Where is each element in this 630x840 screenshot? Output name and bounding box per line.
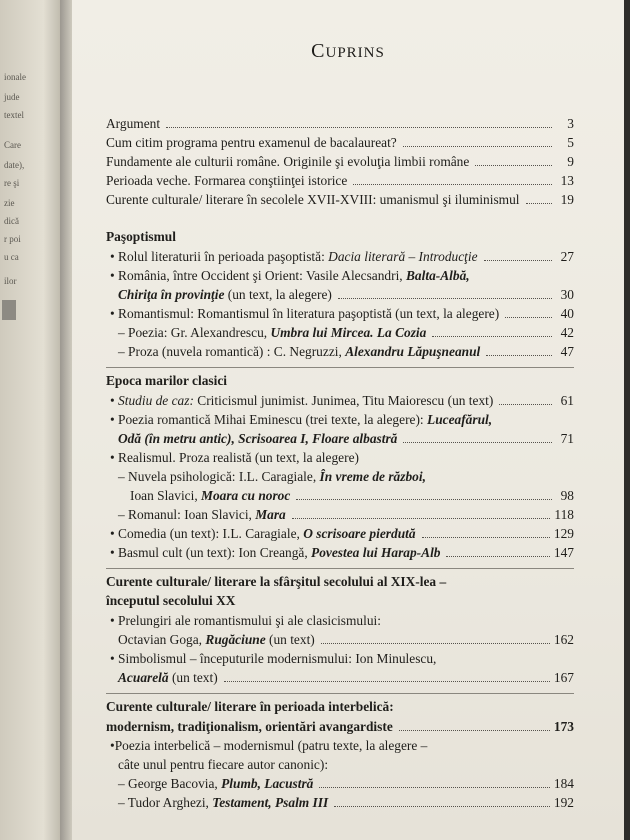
- page-number: 3: [567, 116, 574, 131]
- toc-entry-continued[interactable]: Chiriţa în provinţie (un text, la alegere) 30: [118, 287, 574, 302]
- page-number: 61: [560, 393, 574, 408]
- toc-entry[interactable]: – Nuvela psihologică: I.L. Caragiale, În vreme de război,: [118, 469, 426, 484]
- section-heading: Epoca marilor clasici: [106, 373, 227, 388]
- toc-entry-continued[interactable]: câte unul pentru fiecare autor canonic):: [118, 757, 329, 772]
- toc-entry[interactable]: – George Bacovia, Plumb, Lacustră 184: [118, 776, 574, 791]
- toc-entry-continued[interactable]: Octavian Goga, Rugăciune (un text) 162: [118, 632, 574, 647]
- toc-entry[interactable]: – Poezia: Gr. Alexandrescu, Umbra lui Mircea. La Cozia 42: [118, 325, 574, 340]
- toc-entry[interactable]: – Proza (nuvela romantică) : C. Negruzzi, Alexandru Lăpuşneanul 47: [118, 344, 574, 359]
- page-number: 9: [567, 154, 574, 169]
- toc-entry[interactable]: Curente culturale/ literare în secolele XVII-XVIII: umanismul şi iluminismul 19: [106, 192, 574, 207]
- toc-entry[interactable]: modernism, tradiţionalism, orientări avangardiste 173: [106, 719, 574, 734]
- page-number: 71: [560, 431, 574, 446]
- facing-page-text: dică: [4, 216, 19, 226]
- facing-page-text: jude: [4, 92, 20, 102]
- right-background: [624, 0, 630, 840]
- page-number: 40: [560, 306, 574, 321]
- facing-page-text: ionale: [4, 72, 26, 82]
- toc-entry[interactable]: Perioada veche. Formarea conştiinţei istorice 13: [106, 173, 574, 188]
- toc-entry[interactable]: • Basmul cult (un text): Ion Creangă, Povestea lui Harap-Alb 147: [110, 545, 574, 560]
- page-number: 162: [553, 632, 574, 647]
- page-number: 129: [553, 526, 574, 541]
- toc-entry[interactable]: • Poezia romantică Mihai Eminescu (trei texte, la alegere): Luceafărul,: [110, 412, 493, 427]
- page-number: 98: [560, 488, 574, 503]
- toc-entry[interactable]: Cum citim programa pentru examenul de bacalaureat? 5: [106, 135, 574, 150]
- toc-entry-continued[interactable]: Acuarelă (un text) 167: [118, 670, 574, 685]
- facing-page-edge: [0, 0, 62, 840]
- page-number: 47: [560, 344, 574, 359]
- toc-entry[interactable]: • Realismul. Proza realistă (un text, la alegere): [110, 450, 359, 465]
- section-heading: începutul secolului XX: [106, 593, 236, 608]
- facing-page-text: Care: [4, 140, 21, 150]
- table-of-contents: [106, 114, 574, 812]
- facing-page-text: ilor: [4, 276, 17, 286]
- page-number: 118: [554, 507, 574, 522]
- facing-page-text: date),: [4, 160, 25, 170]
- toc-entry[interactable]: Fundamente ale culturii române. Originile şi evoluţia limbii române 9: [106, 154, 574, 169]
- toc-entry[interactable]: • Comedia (un text): I.L. Caragiale, O scrisoare pierdută 129: [110, 526, 574, 541]
- section-divider: [106, 367, 574, 368]
- page-number: 173: [553, 719, 574, 734]
- page-number: 192: [553, 795, 574, 810]
- page-number: 167: [553, 670, 574, 685]
- toc-entry[interactable]: • Simbolismul – începuturile modernismului: Ion Minulescu,: [110, 651, 437, 666]
- page-number: 27: [560, 249, 574, 264]
- page-number: 42: [560, 325, 574, 340]
- facing-page-text: r poi: [4, 234, 21, 244]
- toc-entry-continued[interactable]: Ioan Slavici, Moara cu noroc 98: [130, 488, 574, 503]
- page-number: 30: [560, 287, 574, 302]
- page-title: CUPRINS: [311, 40, 385, 62]
- page-number: 147: [553, 545, 574, 560]
- toc-entry[interactable]: • Studiu de caz: Criticismul junimist. Junimea, Titu Maiorescu (un text) 61: [110, 393, 574, 408]
- section-heading: Paşoptismul: [106, 229, 176, 244]
- page-number: 13: [560, 173, 574, 188]
- toc-entry[interactable]: • Romantismul: Romantismul în literatura paşoptistă (un text, la alegere) 40: [110, 306, 574, 321]
- section-heading: Curente culturale/ literare la sfârşitul secolului al XIX-lea –: [106, 574, 447, 589]
- toc-entry[interactable]: • Prelungiri ale romantismului şi ale clasicismului:: [110, 613, 381, 628]
- toc-entry[interactable]: • România, între Occident şi Orient: Vasile Alecsandri, Balta-Albă,: [110, 268, 470, 283]
- toc-entry[interactable]: – Romanul: Ioan Slavici, Mara 118: [118, 507, 574, 522]
- toc-entry-continued[interactable]: Odă (în metru antic), Scrisoarea I, Floare albastră 71: [118, 431, 574, 446]
- facing-page-text: zie: [4, 198, 15, 208]
- page-tab-marker: [2, 300, 16, 320]
- page-number: 5: [567, 135, 574, 150]
- contents-page: [72, 0, 624, 840]
- page-number: 184: [553, 776, 574, 791]
- section-divider: [106, 568, 574, 569]
- toc-entry[interactable]: • Rolul literaturii în perioada paşoptistă: Dacia literară – Introducţie 27: [110, 249, 574, 264]
- toc-entry[interactable]: – Tudor Arghezi, Testament, Psalm III 192: [118, 795, 574, 810]
- toc-entry[interactable]: Argument 3: [106, 116, 574, 131]
- facing-page-text: u ca: [4, 252, 19, 262]
- section-heading: Curente culturale/ literare în perioada interbelică:: [106, 699, 394, 714]
- facing-page-text: re şi: [4, 178, 20, 188]
- page-number: 19: [560, 192, 574, 207]
- toc-entry[interactable]: •Poezia interbelică – modernismul (patru texte, la alegere –: [110, 738, 428, 753]
- facing-page-text: textel: [4, 110, 24, 120]
- section-divider: [106, 693, 574, 694]
